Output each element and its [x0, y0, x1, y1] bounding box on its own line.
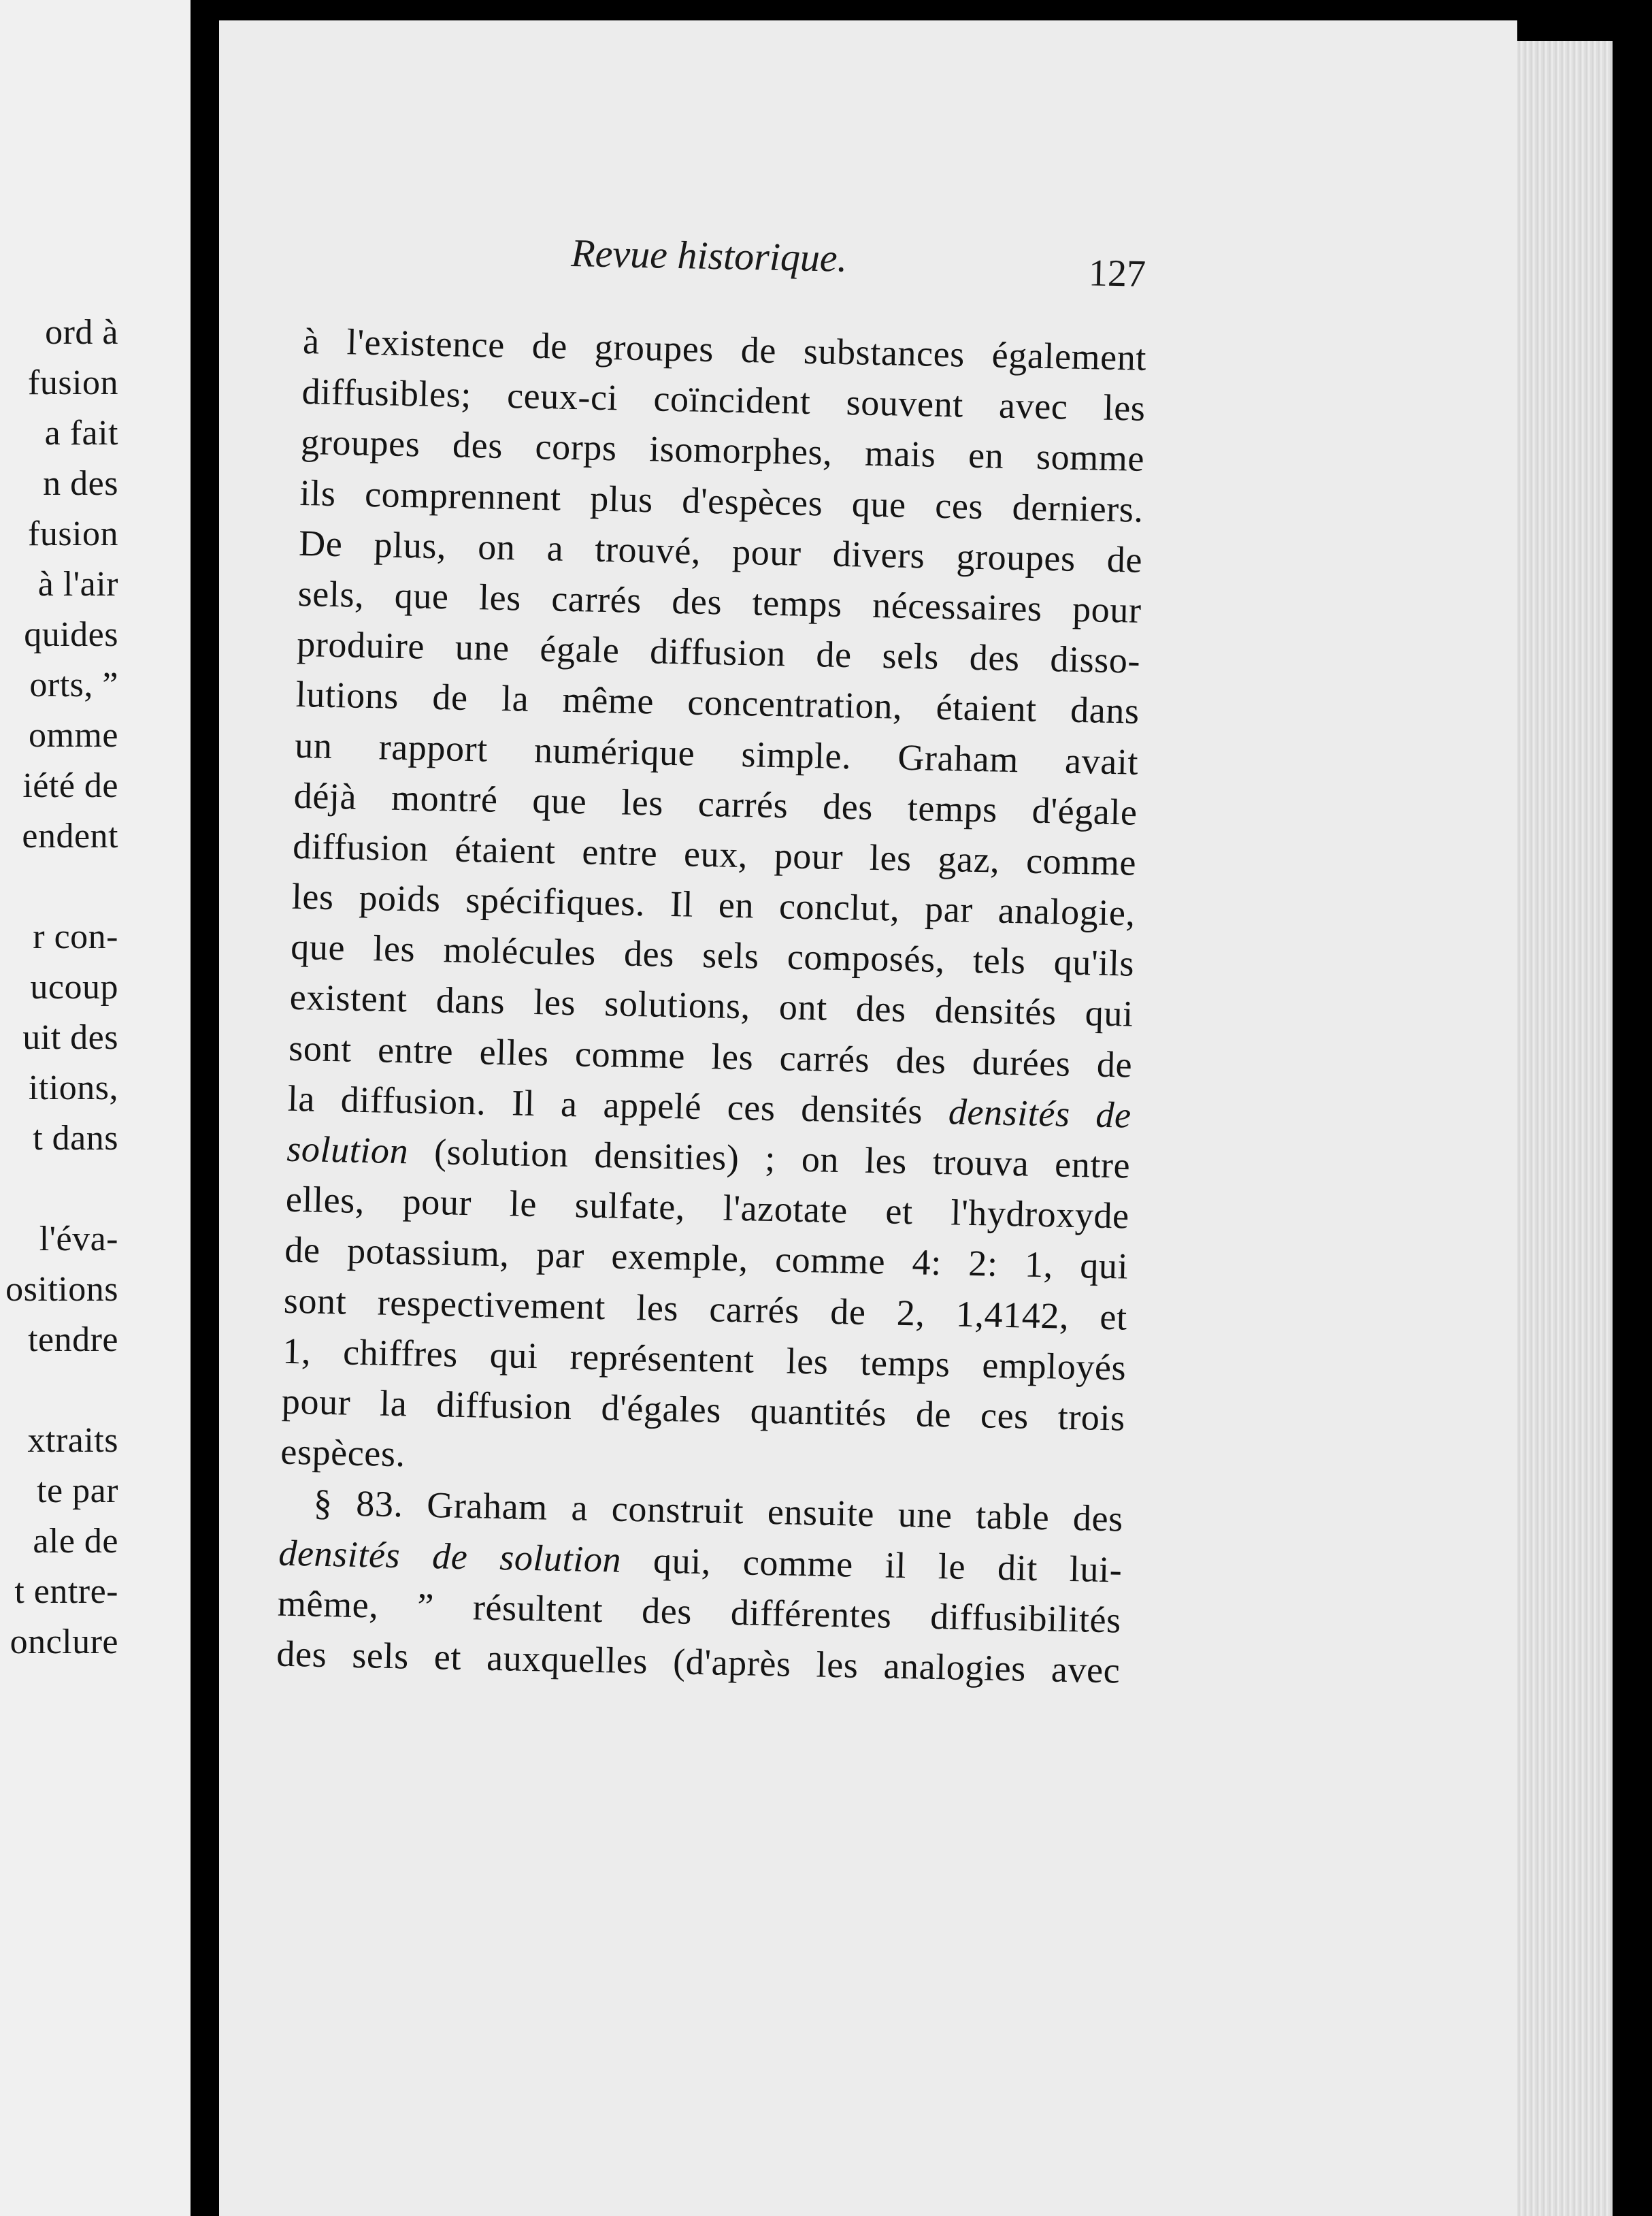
text-line: elles, pour le sulfate, l'azotate et l'hydroxyde	[285, 1178, 1130, 1237]
left-line: endent	[22, 817, 118, 856]
left-line: ositions	[5, 1270, 118, 1309]
text-run: qui, comme il le dit lui-	[621, 1539, 1123, 1591]
text-line: groupes des corps isomorphes, mais en somme	[300, 421, 1145, 480]
left-line: t dans	[33, 1119, 118, 1158]
italic-term: densités de	[948, 1091, 1132, 1136]
book-gutter	[191, 0, 219, 2216]
left-line: à l'air	[37, 565, 118, 604]
left-line: itions,	[28, 1069, 118, 1107]
text-line: produire une égale diffusion de sels des disso-	[296, 623, 1141, 681]
text-run: la diffusion. Il a appelé ces densités	[287, 1077, 949, 1133]
text-line: même, ” résultent des différentes diffusibilités	[277, 1582, 1122, 1641]
running-head: Revue historique.	[570, 230, 848, 280]
text-line: existent dans les solutions, ont des densités qui	[289, 977, 1134, 1035]
text-line: espèces.	[280, 1431, 406, 1475]
text-line: De plus, on a trouvé, pour divers groupes de	[298, 522, 1143, 581]
text-line: sont entre elles comme les carrés des durées de	[288, 1027, 1133, 1086]
left-line: fusion	[28, 363, 118, 402]
text-line: les poids spécifiques. Il en conclut, par analogie,	[291, 875, 1136, 934]
left-line: r con-	[33, 917, 118, 956]
text-run: (solution densities) ; on les trouva entre	[408, 1130, 1131, 1186]
body-text	[276, 316, 1147, 1696]
left-line: ord à	[45, 313, 118, 352]
text-line: de potassium, par exemple, comme 4: 2: 1, qui	[284, 1229, 1129, 1287]
text-line: que les molécules des sels composés, tels qu'ils	[290, 926, 1135, 984]
left-line: iété de	[22, 766, 118, 805]
text-line: 1, chiffres qui représentent les temps employés	[282, 1330, 1127, 1388]
left-line: omme	[29, 716, 118, 755]
left-line-gap	[0, 1164, 118, 1214]
left-line: fusion	[28, 515, 118, 553]
text-line: diffusibles; ceux-ci coïncident souvent avec les	[301, 371, 1146, 429]
left-line-gap	[0, 862, 118, 912]
left-line: ucoup	[30, 968, 118, 1007]
left-page-text	[0, 308, 118, 1667]
page-edges	[1517, 41, 1613, 2216]
text-line: sels, que les carrés des temps nécessaires pour	[297, 572, 1142, 631]
text-line: ils comprennent plus d'espèces que ces derniers.	[299, 472, 1144, 530]
left-line: t entre-	[14, 1572, 118, 1611]
left-line: onclure	[10, 1623, 118, 1661]
text-line: pour la diffusion d'égales quantités de ces trois	[281, 1380, 1126, 1439]
left-line: ale de	[33, 1522, 118, 1561]
left-line: quides	[24, 615, 118, 654]
left-line: n des	[43, 464, 118, 503]
left-line-gap	[0, 1365, 118, 1416]
left-line: uit des	[22, 1018, 118, 1057]
text-line: déjà montré que les carrés des temps d'égale	[293, 775, 1138, 833]
left-line: te par	[37, 1471, 118, 1510]
text-line: à l'existence de groupes de substances également	[302, 320, 1147, 378]
text-line: diffusion étaient entre eux, pour les gaz, comme	[292, 825, 1137, 883]
italic-term: densités de solution	[278, 1532, 622, 1580]
left-line: xtraits	[27, 1421, 118, 1460]
text-line: un rapport numérique simple. Graham avait	[294, 724, 1139, 783]
edge-shadow	[1613, 41, 1652, 2216]
left-line: orts, ”	[29, 666, 118, 704]
left-page	[0, 0, 191, 2216]
left-line: tendre	[28, 1320, 118, 1359]
text-line: des sels et auxquelles (d'après les analogies avec	[276, 1633, 1121, 1691]
italic-term: solution	[286, 1128, 409, 1172]
left-line: a fait	[44, 414, 118, 453]
page-number: 127	[1088, 252, 1146, 295]
text-line: sont respectivement les carrés de 2, 1,4142, et	[283, 1280, 1128, 1338]
paragraph-start: § 83. Graham a construit ensuite une table des	[313, 1482, 1124, 1539]
text-line: lutions de la même concentration, étaient dans	[295, 674, 1140, 732]
left-line: l'éva-	[39, 1220, 118, 1258]
